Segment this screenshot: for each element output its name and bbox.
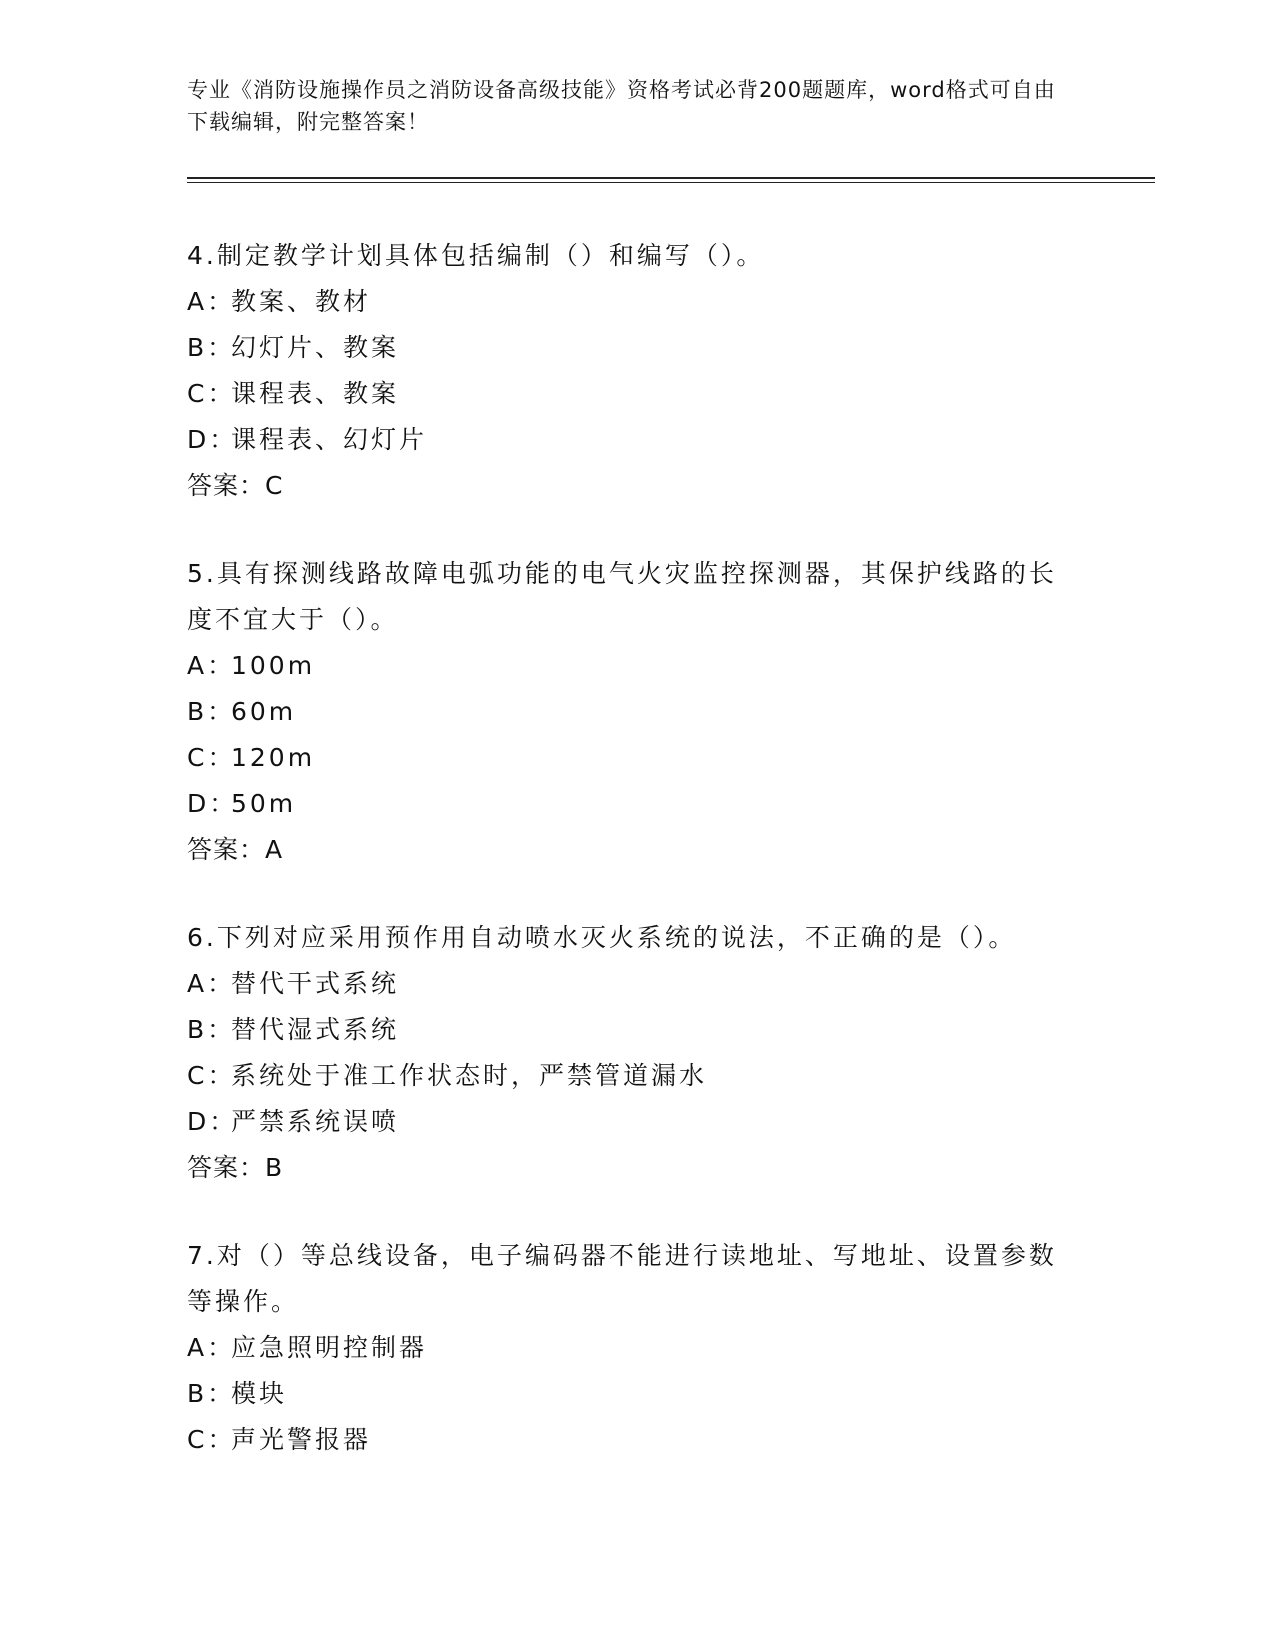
option-text: 120m xyxy=(231,743,316,772)
option-letter: A： xyxy=(187,1333,236,1362)
header-divider-thin xyxy=(187,182,1155,183)
option-text: 替代湿式系统 xyxy=(231,1015,400,1044)
option-text: 教案、教材 xyxy=(231,287,372,316)
option-letter: A： xyxy=(187,287,236,316)
question-item xyxy=(187,551,1067,873)
answer-line: 答案：A xyxy=(187,835,284,864)
header-divider-thick xyxy=(187,177,1155,179)
option-letter: C： xyxy=(187,1061,236,1090)
option-text: 100m xyxy=(231,651,316,680)
option-letter: C： xyxy=(187,743,236,772)
option-text: 课程表、幻灯片 xyxy=(231,425,428,454)
option-c xyxy=(187,735,1067,781)
option-letter: B： xyxy=(187,333,236,362)
option-letter: D： xyxy=(187,789,238,818)
question-item xyxy=(187,1233,1067,1463)
option-letter: A： xyxy=(187,651,236,680)
option-text: 严禁系统误喷 xyxy=(231,1107,400,1136)
option-c xyxy=(187,371,1067,417)
option-b xyxy=(187,1371,1067,1417)
option-text: 60m xyxy=(231,697,297,726)
option-letter: D： xyxy=(187,1107,238,1136)
option-text: 50m xyxy=(231,789,297,818)
option-b xyxy=(187,325,1067,371)
option-c xyxy=(187,1053,1067,1099)
question-stem: 5.具有探测线路故障电弧功能的电气火灾监控探测器，其保护线路的长度不宜大于（）。 xyxy=(187,559,1057,634)
answer-line: 答案：B xyxy=(187,1153,284,1182)
option-letter: C： xyxy=(187,1425,236,1454)
option-b xyxy=(187,689,1067,735)
option-letter: B： xyxy=(187,1379,236,1408)
option-a xyxy=(187,1325,1067,1371)
question-list xyxy=(187,233,1067,1505)
answer-line: 答案：C xyxy=(187,471,284,500)
option-text: 幻灯片、教案 xyxy=(231,333,400,362)
option-text: 替代干式系统 xyxy=(231,969,400,998)
option-letter: B： xyxy=(187,697,236,726)
question-item xyxy=(187,233,1067,509)
question-item xyxy=(187,915,1067,1191)
option-letter: A： xyxy=(187,969,236,998)
question-stem: 6.下列对应采用预作用自动喷水灭火系统的说法，不正确的是（）。 xyxy=(187,923,1017,952)
option-letter: B： xyxy=(187,1015,236,1044)
document-header: 专业《消防设施操作员之消防设备高级技能》资格考试必背200题题库，word格式可自由下载编辑，附完整答案！ xyxy=(187,78,1056,134)
question-stem: 7.对（）等总线设备，电子编码器不能进行读地址、写地址、设置参数等操作。 xyxy=(187,1241,1057,1316)
option-c xyxy=(187,1417,1067,1463)
option-letter: C： xyxy=(187,379,236,408)
option-text: 声光警报器 xyxy=(231,1425,372,1454)
option-text: 系统处于准工作状态时，严禁管道漏水 xyxy=(231,1061,708,1090)
question-stem: 4.制定教学计划具体包括编制（）和编写（）。 xyxy=(187,241,765,270)
option-b xyxy=(187,1007,1067,1053)
option-text: 应急照明控制器 xyxy=(231,1333,428,1362)
option-text: 课程表、教案 xyxy=(231,379,400,408)
option-a xyxy=(187,279,1067,325)
option-d xyxy=(187,781,1067,827)
option-d xyxy=(187,417,1067,463)
option-d xyxy=(187,1099,1067,1145)
option-text: 模块 xyxy=(231,1379,288,1408)
option-a xyxy=(187,643,1067,689)
option-a xyxy=(187,961,1067,1007)
option-letter: D： xyxy=(187,425,238,454)
